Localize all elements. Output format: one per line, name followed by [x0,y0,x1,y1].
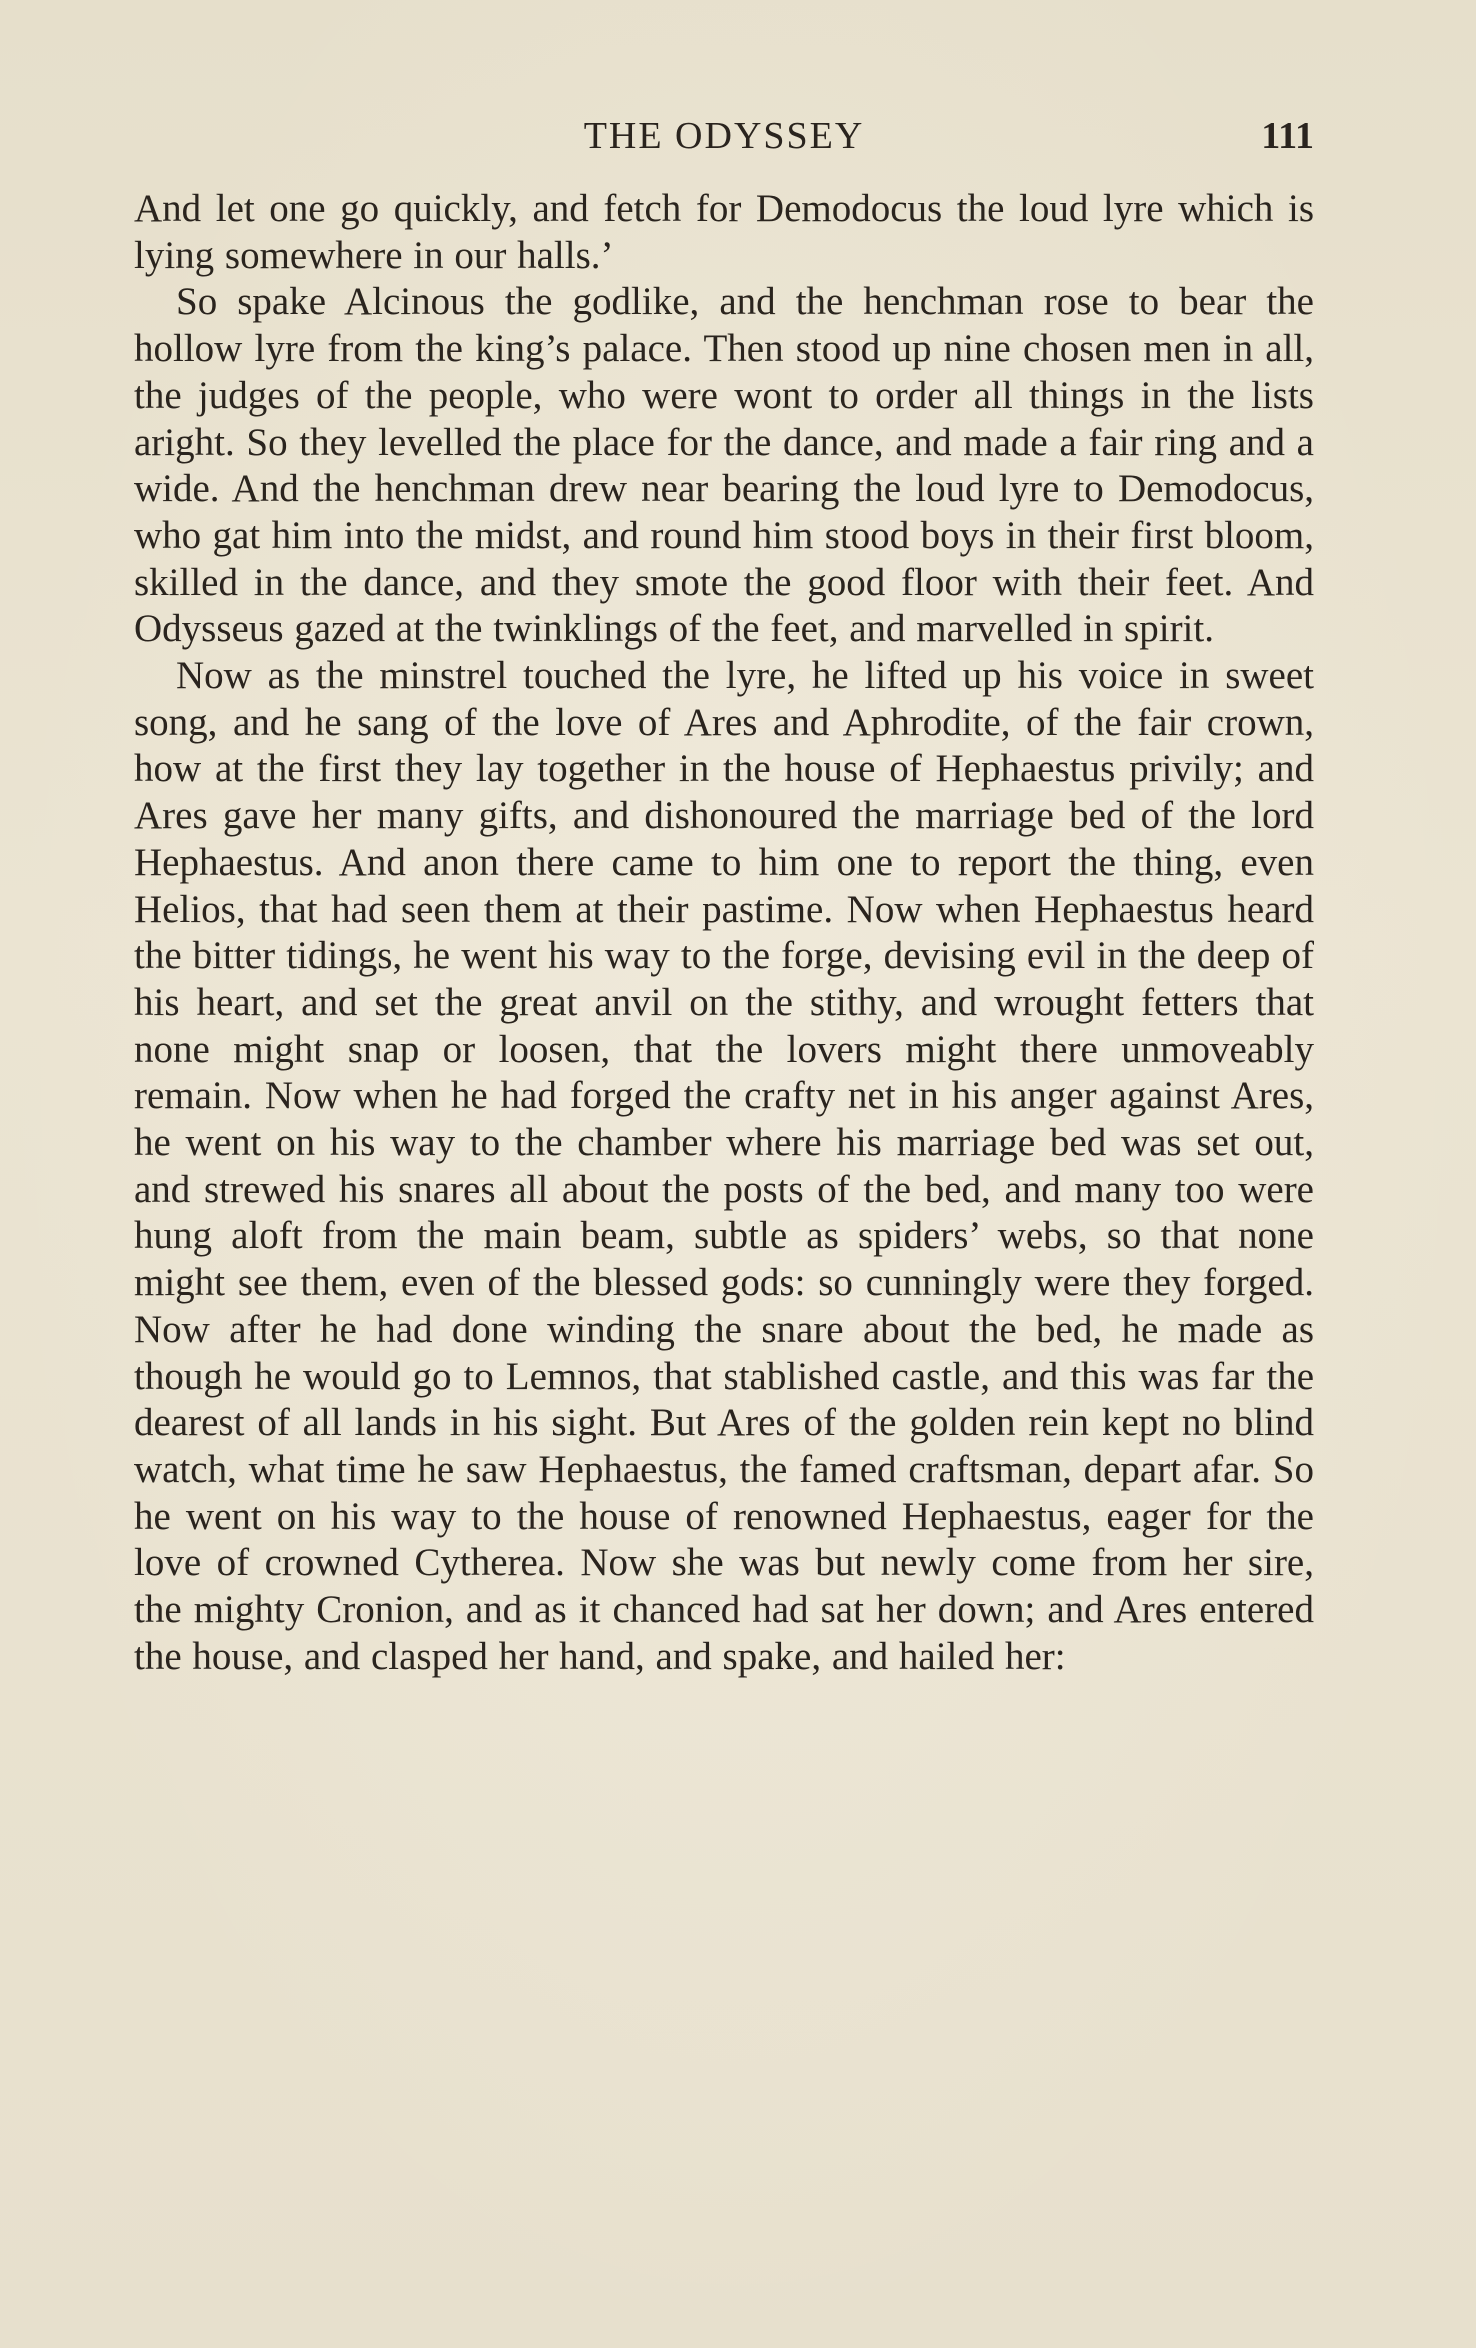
paragraph: Now as the minstrel touched the lyre, he lifted up his voice in sweet song, and he sang of the love of Ares and Aphrodite, of the fair crown, how at the first they lay together in the house of Hephaestus privily; and Ares gave her many gifts, and dishonoured the marriage bed of the lord Hephaestus. And anon there came to him one to report the thing, even Helios, that had seen them at their pastime. Now when Hephaestus heard the bitter tidings, he went his way to the forge, devising evil in the deep of his heart, and set the great anvil on the stithy, and wrought fetters that none might snap or loosen, that the lovers might there unmoveably remain. Now when he had forged the crafty net in his anger against Ares, he went on his way to the chamber where his marriage bed was set out, and strewed his snares all about the posts of the bed, and many too were hung aloft from the main beam, subtle as spiders’ webs, so that none might see them, even of the blessed gods: so cunningly were they forged. Now after he had done winding the snare about the bed, he made as though he would go to Lemnos, that stablished castle, and this was far the dearest of all lands in his sight. But Ares of the golden rein kept no blind watch, what time he saw Hephaestus, the famed craftsman, depart afar. So he went on his way to the house of renowned Hephaestus, eager for the love of crowned Cytherea. Now she was but newly come from her sire, the mighty Cronion, and as it chanced had sat her down; and Ares entered the house, and clasped her hand, and spake, and hailed her: [134,654,1314,1678]
page-number: 111 [1261,115,1314,157]
paragraph: So spake Alcinous the godlike, and the henchman rose to bear the hollow lyre from the king’s palace. Then stood up nine chosen men in all, the judges of the people, who were wont to order all things in the lists aright. So they levelled the place for the dance, and made a fair ring and a wide. And the henchman drew near bearing the loud lyre to Demodocus, who gat him into the midst, and round him stood boys in their first bloom, skilled in the dance, and they smote the good floor with their feet. And Odysseus gazed at the twinklings of the feet, and marvelled in spirit. [134,280,1314,651]
running-head: THE ODYSSEY [583,115,865,157]
paragraph: And let one go quickly, and fetch for Demodocus the loud lyre which is lying somewhere in our halls.’ [134,187,1314,277]
body-text [134,186,1314,1681]
page-header [134,108,1314,164]
